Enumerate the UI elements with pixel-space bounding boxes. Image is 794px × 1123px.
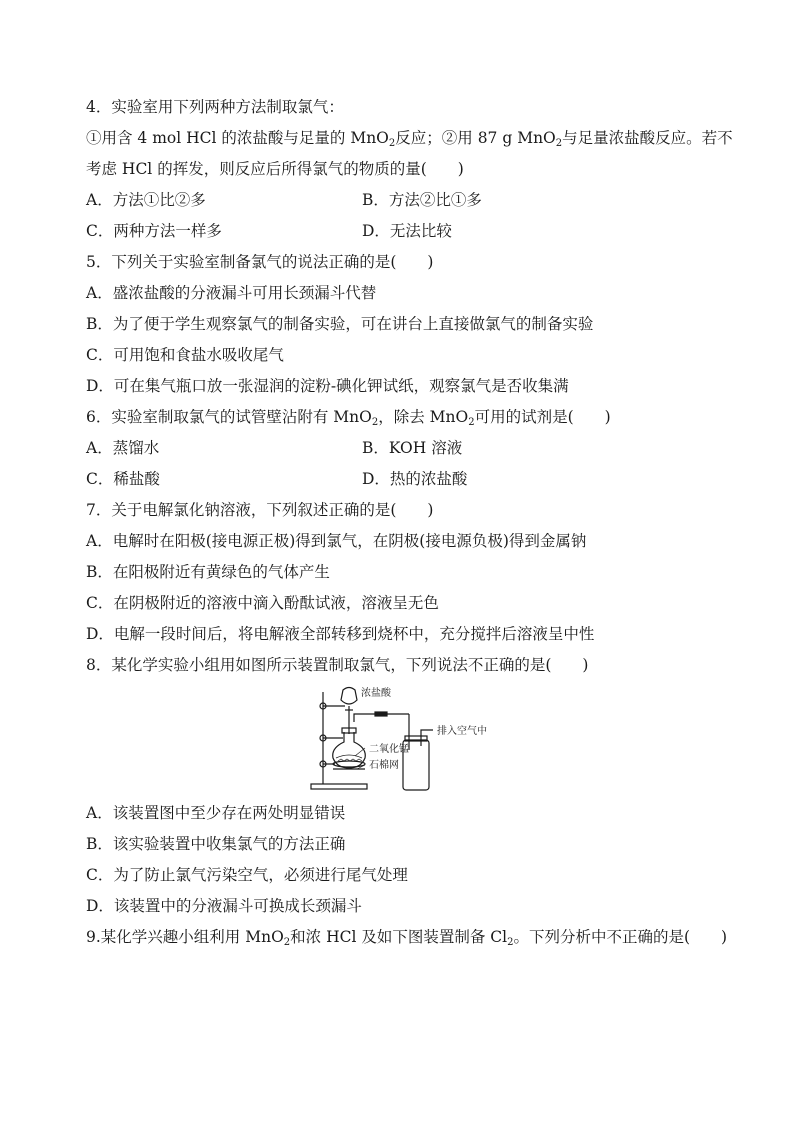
q5-option-d: D．可在集气瓶口放一张湿润的淀粉-碘化钾试纸，观察氯气是否收集满 bbox=[86, 377, 569, 395]
q6-stem-part-a: 6．实验室制取氯气的试管壁沾附有 MnO bbox=[86, 408, 372, 426]
q4-line2-part-c: 与足量浓盐酸反应。若不 bbox=[562, 129, 733, 147]
q4-stem-line3: 考虑 HCl 的挥发，则反应后所得氯气的物质的量( ) bbox=[86, 160, 464, 178]
q4-option-d: D．无法比较 bbox=[362, 222, 452, 240]
q8-stem: 8．某化学实验小组用如图所示装置制取氯气，下列说法不正确的是( ) bbox=[86, 656, 589, 674]
q9-stem-sub1: 2 bbox=[283, 937, 291, 948]
label-exhaust: 排入空气中 bbox=[437, 726, 487, 737]
q8-option-b: B．该实验装置中收集氯气的方法正确 bbox=[86, 835, 346, 853]
stand-base bbox=[311, 784, 367, 789]
q8-option-c: C．为了防止氯气污染空气，必须进行尾气处理 bbox=[86, 866, 408, 884]
q6-option-a: A．蒸馏水 bbox=[86, 439, 160, 457]
chlorine-apparatus-figure bbox=[305, 686, 505, 794]
q8-option-a: A．该装置图中至少存在两处明显错误 bbox=[86, 804, 346, 822]
q4-option-b: B．方法②比①多 bbox=[362, 191, 482, 209]
label-mno2: 二氧化锰 bbox=[369, 744, 409, 755]
mno2-contents bbox=[336, 755, 362, 758]
q7-stem: 7．关于电解氯化钠溶液，下列叙述正确的是( ) bbox=[86, 501, 434, 519]
q9-stem-part-c: 。下列分析中不正确的是( ) bbox=[513, 928, 728, 946]
q9-stem bbox=[86, 926, 727, 954]
q6-stem-sub2: 2 bbox=[468, 417, 475, 428]
q6-option-b: B．KOH 溶液 bbox=[362, 439, 463, 457]
q5-option-a: A．盛浓盐酸的分液漏斗可用长颈漏斗代替 bbox=[86, 284, 377, 302]
q5-stem: 5．下列关于实验室制备氯气的说法正确的是( ) bbox=[86, 253, 434, 271]
q4-line2-sub2: 2 bbox=[555, 138, 563, 149]
q6-stem-sub1: 2 bbox=[371, 417, 379, 428]
tube-connector bbox=[375, 712, 387, 716]
q6-option-c: C．稀盐酸 bbox=[86, 470, 160, 488]
q7-option-d: D．电解一段时间后，将电解液全部转移到烧杯中，充分搅拌后溶液呈中性 bbox=[86, 625, 595, 643]
q9-stem-part-a: 9.某化学兴趣小组利用 MnO bbox=[86, 928, 284, 946]
q4-line2-part-a: ①用含 4 mol HCl 的浓盐酸与足量的 MnO bbox=[86, 129, 389, 147]
q9-stem-sub2: 2 bbox=[507, 937, 514, 948]
q9-stem-part-b: 和浓 HCl 及如下图装置制备 Cl bbox=[290, 928, 508, 946]
q7-option-c: C．在阴极附近的溶液中滴入酚酞试液，溶液呈无色 bbox=[86, 594, 439, 612]
q4-stem: 4．实验室用下列两种方法制取氯气： bbox=[86, 98, 344, 116]
q4-line2-part-b: 反应；②用 87 g MnO bbox=[395, 129, 556, 147]
q6-stem-part-b: ，除去 MnO bbox=[378, 408, 469, 426]
leader-mno2 bbox=[355, 748, 365, 756]
q4-option-a: A．方法①比②多 bbox=[86, 191, 206, 209]
q6-stem bbox=[86, 406, 611, 434]
q5-option-c: C．可用饱和食盐水吸收尾气 bbox=[86, 346, 284, 364]
q7-option-b: B．在阳极附近有黄绿色的气体产生 bbox=[86, 563, 330, 581]
q4-line2-sub1: 2 bbox=[388, 138, 396, 149]
q7-option-a: A．电解时在阳极(接电源正极)得到氯气，在阴极(接电源负极)得到金属钠 bbox=[86, 532, 587, 550]
separatory-funnel bbox=[341, 688, 357, 705]
q6-stem-part-c: 可用的试剂是( ) bbox=[474, 408, 611, 426]
label-asbestos-gauze: 石棉网 bbox=[369, 760, 399, 771]
q5-option-b: B．为了便于学生观察氯气的制备实验，可在讲台上直接做氯气的制备实验 bbox=[86, 315, 594, 333]
q8-option-d: D．该装置中的分液漏斗可换成长颈漏斗 bbox=[86, 897, 362, 915]
q6-option-d: D．热的浓盐酸 bbox=[362, 470, 468, 488]
label-concentrated-hcl: 浓盐酸 bbox=[361, 688, 391, 699]
q4-option-c: C．两种方法一样多 bbox=[86, 222, 222, 240]
q4-stem-line2 bbox=[86, 127, 733, 155]
